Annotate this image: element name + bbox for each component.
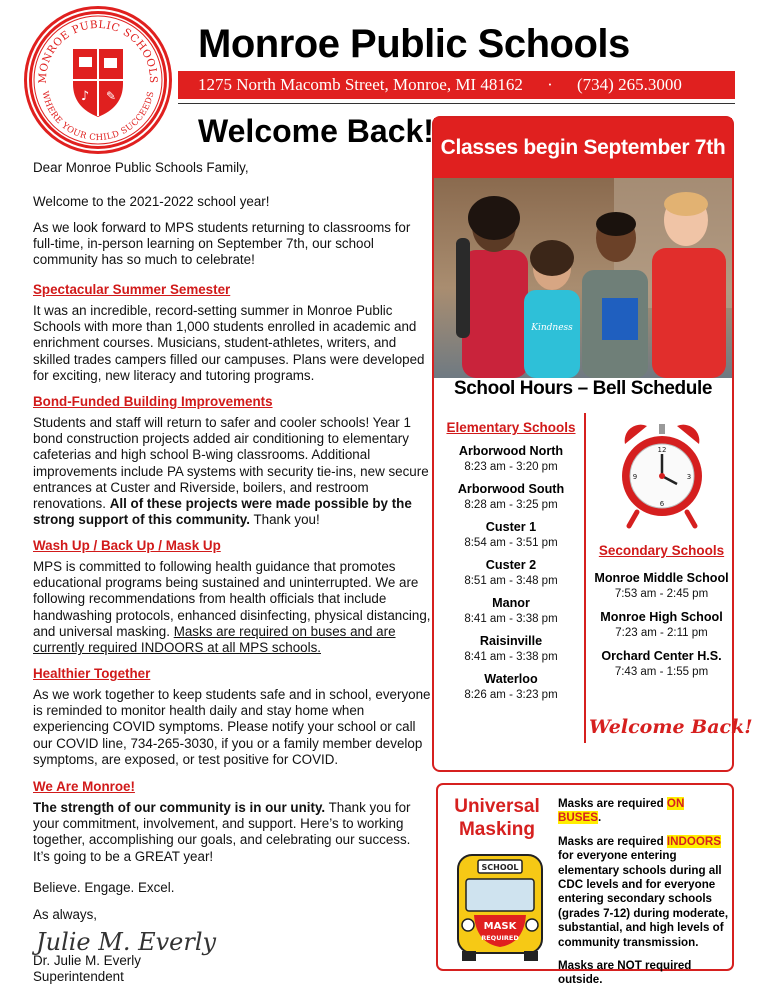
welcome-back-script: Welcome Back! <box>589 716 753 738</box>
elementary-schools-list <box>438 420 584 710</box>
list-item <box>589 571 734 600</box>
elementary-heading: Elementary Schools <box>446 420 576 435</box>
divider <box>178 103 735 104</box>
school-name: Raisinville <box>479 634 543 648</box>
svg-text:♪: ♪ <box>80 89 90 104</box>
mask-label: MASK <box>483 921 517 932</box>
list-item <box>438 558 584 587</box>
closing: As always, <box>33 907 97 922</box>
school-time: 7:53 am - 2:45 pm <box>614 588 709 600</box>
section-body-wash <box>33 559 431 656</box>
section-heading-health: Healthier Together <box>33 666 151 681</box>
school-time: 7:23 am - 2:11 pm <box>615 627 708 639</box>
bond-bold-text: All of these projects were made possible by the strong support of this community. <box>33 496 412 528</box>
mask-requirement-text: Masks are required on buses and are currently required INDOORS at all MPS schools. <box>33 623 396 656</box>
page-title: Monroe Public Schools <box>198 22 630 66</box>
student-shirt-text: Kindness <box>531 323 573 333</box>
signer-title: Superintendent <box>33 969 124 984</box>
monroe-bold-text: The strength of our community is in our unity. <box>33 800 326 815</box>
school-time: 8:41 am - 3:38 pm <box>464 651 558 663</box>
universal-masking-box <box>436 783 734 987</box>
list-item <box>438 634 584 663</box>
intro-2: As we look forward to MPS students returning to classrooms for full-time, in-person learning on September 7th, our school community has so much to celebrate! <box>33 220 411 268</box>
intro-1: Welcome to the 2021-2022 school year! <box>33 194 270 209</box>
mask-note-outside: Masks are NOT required outside. <box>558 959 692 987</box>
school-name: Orchard Center H.S. <box>601 649 722 663</box>
bus-sign-text: SCHOOL <box>481 863 519 872</box>
masking-notes <box>558 797 730 997</box>
bond-text: Students and staff will return to safer and cooler schools! Year 1 bond construction projects added air conditioning to elementary cafeterias and high school B-wing classrooms. Additional improvements include PA systems with security tie-ins, new secure entrances at Custer and Riverside, boilers, and restroom renovations. <box>33 415 429 512</box>
address: 1275 North Macomb Street, Monroe, MI 48162 <box>198 75 523 94</box>
section-body-summer: It was an incredible, record-setting summer in Monroe Public Schools with more than 1,000 students enrolled in academic and enrichment courses. Musicians, student-athletes, writers, and skilled trades campers filled our campuses. Plans were developed for exciting, new literacy and tutoring programs. <box>33 303 425 383</box>
school-time: 7:43 am - 1:55 pm <box>614 666 709 678</box>
mask-note-buses <box>558 797 730 826</box>
school-time: 8:54 am - 3:51 pm <box>464 537 558 549</box>
svg-text:6: 6 <box>659 500 665 508</box>
highlight-on-buses: ON BUSES <box>558 797 685 825</box>
school-time: 8:28 am - 3:25 pm <box>464 499 558 511</box>
masking-title <box>438 795 556 841</box>
school-name: Custer 1 <box>485 520 537 534</box>
note-text: Masks are required <box>558 797 667 810</box>
seal-top-text: MONROE PUBLIC SCHOOLS <box>36 18 160 84</box>
highlight-indoors: INDOORS <box>666 834 722 848</box>
school-name: Waterloo <box>484 672 538 686</box>
separator: · <box>547 75 553 94</box>
section-body-health: As we work together to keep students safe and in school, everyone is reminded to monitor health daily and stay home when experiencing COVID symptoms. Please notify your school or call our COVID line, 734-265-3030, if you or a family member develop symptoms, are exposed, or test positive for COVID. <box>33 687 431 767</box>
seal-bottom-text: WHERE YOUR CHILD SUCCEEDS <box>39 90 157 144</box>
monroe-text: Thank you for your commitment, involvement, and support. Here’s to working together, accomplishing our goals, and celebrating our success. It’s going to be a GREAT year! <box>33 800 411 864</box>
school-bus-icon <box>452 851 548 963</box>
welcome-heading: Welcome Back! <box>198 113 434 149</box>
note-text: . <box>597 811 602 825</box>
wash-text: MPS is committed to following health guidance that promotes educational programs being sustained and uninterrupted. We are following recommendations from health officials that include handwashing protocols, enhanced disinfecting, physical distancing, and universal masking. <box>33 559 431 639</box>
svg-text:12: 12 <box>657 446 667 454</box>
svg-text:3: 3 <box>686 473 692 481</box>
signature-script: Julie M. Everly <box>36 928 217 956</box>
mask-note-indoors <box>558 835 730 950</box>
section-heading-summer: Spectacular Summer Semester <box>33 282 231 297</box>
list-item <box>438 444 584 473</box>
signer-name: Dr. Julie M. Everly <box>33 953 141 968</box>
section-heading-wash: Wash Up / Back Up / Mask Up <box>33 538 221 553</box>
bond-thanks: Thank you! <box>253 512 320 528</box>
school-time: 8:26 am - 3:23 pm <box>464 689 558 701</box>
bell-schedule-title: School Hours – Bell Schedule <box>453 378 713 399</box>
list-item <box>589 649 734 678</box>
alarm-clock-icon <box>617 418 707 530</box>
school-name: Custer 2 <box>485 558 537 572</box>
address-bar <box>178 71 735 99</box>
section-body-monroe <box>33 800 413 865</box>
motto: Believe. Engage. Excel. <box>33 880 175 895</box>
school-seal-logo <box>22 4 174 156</box>
school-time: 8:51 am - 3:48 pm <box>464 575 558 587</box>
list-item <box>438 672 584 701</box>
list-item <box>438 482 584 511</box>
column-divider <box>584 413 586 743</box>
list-item <box>438 520 584 549</box>
section-body-bond <box>33 415 431 528</box>
list-item <box>438 596 584 625</box>
svg-text:✎: ✎ <box>105 89 117 103</box>
masking-title-line2: Masking <box>458 819 536 840</box>
section-heading-monroe: We Are Monroe! <box>33 779 135 794</box>
list-item <box>589 610 734 639</box>
secondary-schools-list <box>589 543 734 688</box>
salutation: Dear Monroe Public Schools Family, <box>33 160 249 175</box>
school-name: Arborwood South <box>457 482 565 496</box>
note-text: for everyone entering elementary schools during all CDC levels and for everyone entering secondary schools (grades 7-12) during moderate, substantial, and high levels of community transmission. <box>558 849 729 949</box>
section-heading-bond: Bond-Funded Building Improvements <box>33 394 273 409</box>
school-name: Arborwood North <box>458 444 564 458</box>
school-time: 8:41 am - 3:38 pm <box>464 613 558 625</box>
school-name: Monroe High School <box>600 610 723 624</box>
students-photo <box>434 178 732 378</box>
bell-schedule-panel <box>432 116 753 772</box>
note-text: Masks are required <box>558 834 667 848</box>
classes-begin-banner: Classes begin September 7th <box>434 118 732 178</box>
school-name: Monroe Middle School <box>594 571 729 585</box>
phone: (734) 265.3000 <box>577 75 682 94</box>
masking-title-line1: Universal <box>454 796 540 817</box>
secondary-heading: Secondary Schools <box>598 543 725 558</box>
svg-text:9: 9 <box>632 473 638 481</box>
mask-required-label: REQUIRED <box>481 934 519 942</box>
school-name: Manor <box>492 596 530 610</box>
school-time: 8:23 am - 3:20 pm <box>464 461 558 473</box>
